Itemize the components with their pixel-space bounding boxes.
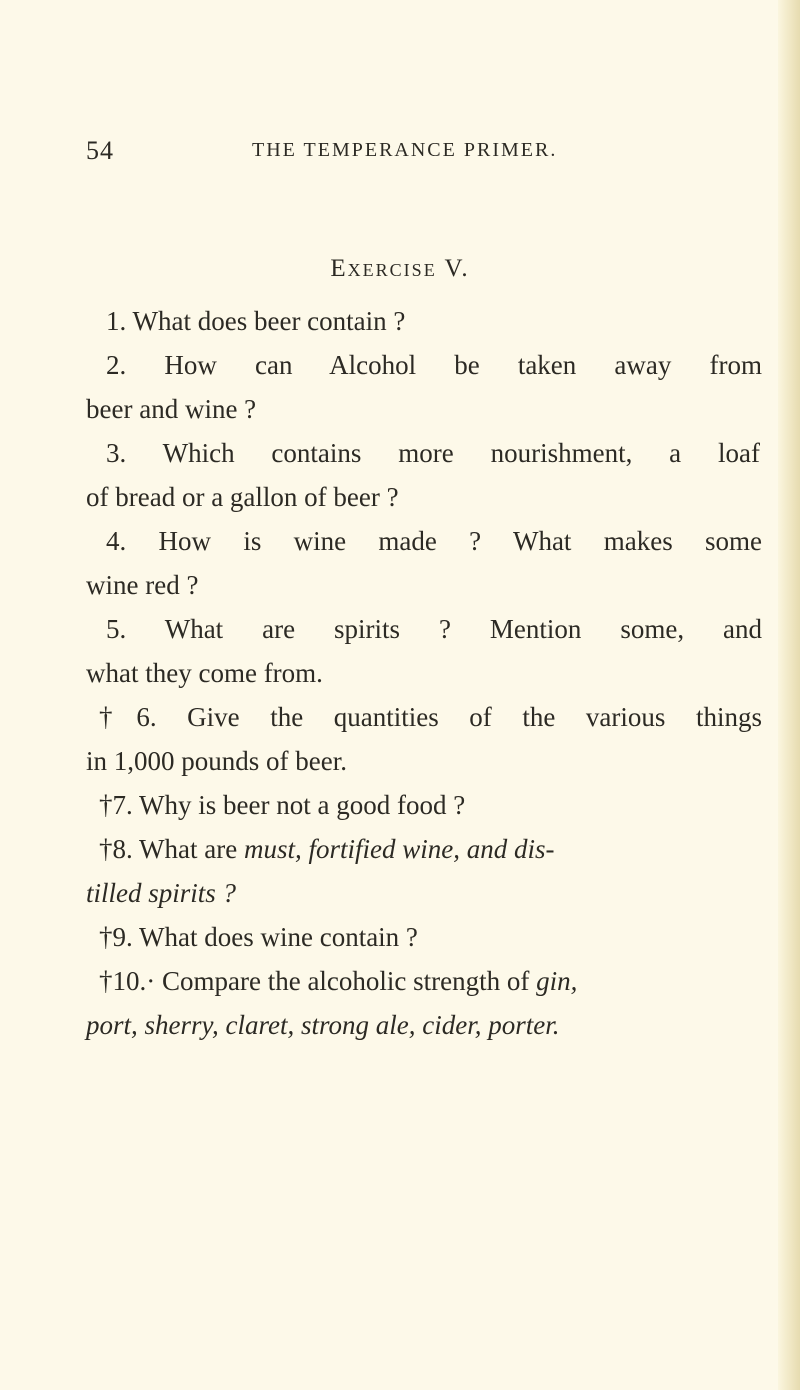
line-text: 2. How can Alcohol be taken away from — [106, 350, 762, 380]
text-line — [106, 343, 762, 387]
text-line — [99, 695, 762, 739]
text-line — [106, 431, 760, 475]
line-text: in 1,000 pounds of beer. — [86, 746, 347, 776]
line-text: †9. What does wine contain ? — [99, 922, 418, 952]
line-italic-text: must, fortified wine, and dis- — [243, 834, 555, 864]
text-line — [86, 739, 347, 783]
page-edge — [778, 0, 800, 1390]
line-text: 1. What does beer contain ? — [106, 306, 406, 336]
line-text: †7. Why is beer not a good food ? — [99, 790, 466, 820]
line-italic-text: port, sherry, claret, strong ale, cider, porter. — [86, 1010, 560, 1040]
line-text: of bread or a gallon of beer ? — [86, 482, 399, 512]
line-text: †8. What are — [99, 834, 244, 864]
line-text: what they come from. — [86, 658, 323, 688]
line-text: wine red ? — [86, 570, 199, 600]
running-title: THE TEMPERANCE PRIMER. — [252, 139, 558, 161]
text-line — [99, 915, 418, 959]
line-text: beer and wine ? — [86, 394, 257, 424]
text-line — [86, 387, 256, 431]
line-text: †10.· Compare the alcoholic strength of — [99, 966, 537, 996]
text-line — [99, 827, 554, 871]
line-italic-text: gin, — [536, 966, 578, 996]
line-text: 4. How is wine made ? What makes some — [106, 526, 762, 556]
text-line — [106, 607, 762, 651]
text-line — [106, 519, 762, 563]
text-line — [106, 299, 405, 343]
page-number: 54 — [86, 136, 114, 165]
text-line — [86, 475, 399, 519]
exercise-heading: Exercise V. — [330, 255, 470, 282]
text-line — [86, 871, 236, 915]
text-line — [99, 783, 465, 827]
text-line — [86, 563, 198, 607]
running-header — [86, 136, 706, 170]
text-line — [99, 959, 577, 1003]
line-text: †6. Give the quantities of the various things — [99, 702, 762, 732]
text-line — [86, 651, 323, 695]
text-line — [86, 1003, 559, 1047]
line-text: 5. What are spirits ? Mention some, and — [106, 614, 762, 644]
line-italic-text: tilled spirits ? — [86, 878, 237, 908]
line-text: 3. Which contains more nourishment, a loaf — [106, 438, 760, 468]
